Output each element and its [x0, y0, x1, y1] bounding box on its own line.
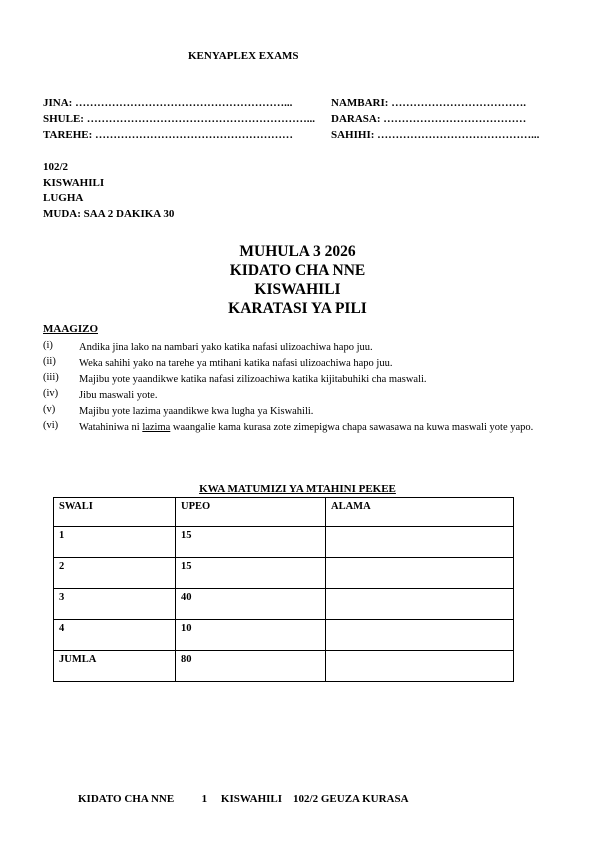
header-alama: ALAMA: [326, 498, 514, 527]
cell-upeo: 40: [176, 589, 326, 620]
table-row: [54, 620, 514, 651]
header-swali: SWALI: [54, 498, 176, 527]
paper-name: LUGHA: [43, 192, 84, 204]
field-darasa[interactable]: DARASA: …………………………………: [331, 113, 527, 125]
cell-alama[interactable]: [326, 589, 514, 620]
table-header-row: [54, 498, 514, 527]
table-row: [54, 589, 514, 620]
field-shule[interactable]: SHULE: ……………………………………………………...: [43, 113, 315, 125]
cell-alama[interactable]: [326, 527, 514, 558]
instruction-text: [79, 420, 549, 435]
instruction-number: (iii): [43, 372, 59, 383]
cell-upeo: 15: [176, 558, 326, 589]
cell-upeo: 15: [176, 527, 326, 558]
cell-swali: 1: [54, 527, 176, 558]
instructions-heading: MAAGIZO: [43, 323, 98, 335]
field-tarehe[interactable]: TAREHE: ………………………………………………: [43, 129, 294, 141]
paper-time: MUDA: SAA 2 DAKIKA 30: [43, 207, 175, 220]
field-row-shule: [43, 113, 527, 125]
cell-alama[interactable]: [326, 651, 514, 682]
paper-code: 102/2: [43, 161, 69, 173]
cell-alama[interactable]: [326, 558, 514, 589]
cell-upeo: 80: [176, 651, 326, 682]
table-row-total: [54, 651, 514, 682]
title-subject: KISWAHILI: [254, 281, 341, 298]
field-nambari[interactable]: NAMBARI: ……………………………….: [331, 97, 526, 109]
cell-swali: 2: [54, 558, 176, 589]
instruction-number: (ii): [43, 356, 56, 367]
instruction-text-part: waangalie kama kurasa zote zimepigwa chapa sawasawa na kuwa maswali yote yapo.: [170, 422, 534, 433]
instruction-text-part: Watahiniwa ni: [79, 422, 143, 433]
instruction-number: (v): [43, 404, 56, 415]
instruction-text: Weka sahihi yako na tarehe ya mtihani katika nafasi ulizoachiwa hapo juu.: [79, 358, 393, 369]
instruction-number: (vi): [43, 420, 59, 431]
exam-provider-title: KENYAPLEX EXAMS: [188, 50, 299, 62]
score-table-caption: KWA MATUMIZI YA MTAHINI PEKEE: [199, 483, 396, 495]
cell-swali: JUMLA: [54, 651, 176, 682]
table-row: [54, 527, 514, 558]
cell-alama[interactable]: [326, 620, 514, 651]
title-term: MUHULA 3 2026: [239, 243, 356, 260]
paper-subject: KISWAHILI: [43, 176, 105, 189]
instruction-text: Majibu yote lazima yaandikwe kwa lugha ya Kiswahili.: [79, 406, 314, 417]
cell-swali: 3: [54, 589, 176, 620]
instruction-emphasis: lazima: [142, 422, 171, 433]
cell-swali: 4: [54, 620, 176, 651]
field-row-tarehe: [43, 129, 540, 141]
header-upeo: UPEO: [176, 498, 326, 527]
table-row: [54, 558, 514, 589]
field-jina[interactable]: JINA: …………………………………………………...: [43, 97, 293, 109]
field-row-jina: [43, 97, 526, 109]
title-paper: KARATASI YA PILI: [228, 300, 367, 317]
instruction-number: (i): [43, 340, 53, 351]
score-table: [53, 497, 514, 682]
instruction-number: (iv): [43, 388, 59, 399]
paper-meta: [43, 160, 174, 222]
main-titles: [0, 242, 595, 318]
field-sahihi[interactable]: SAHIHI: ……………………………………...: [331, 129, 540, 141]
title-form: KIDATO CHA NNE: [229, 262, 366, 279]
instruction-text: Majibu yote yaandikwe katika nafasi zilizoachiwa katika kijitabuhiki cha maswali.: [79, 374, 427, 385]
cell-upeo: 10: [176, 620, 326, 651]
page-footer: KIDATO CHA NNE 1 KISWAHILI 102/2 GEUZA KURASA: [78, 793, 409, 805]
instruction-text: Jibu maswali yote.: [79, 390, 158, 401]
instruction-text: Andika jina lako na nambari yako katika nafasi ulizoachiwa hapo juu.: [79, 342, 373, 353]
